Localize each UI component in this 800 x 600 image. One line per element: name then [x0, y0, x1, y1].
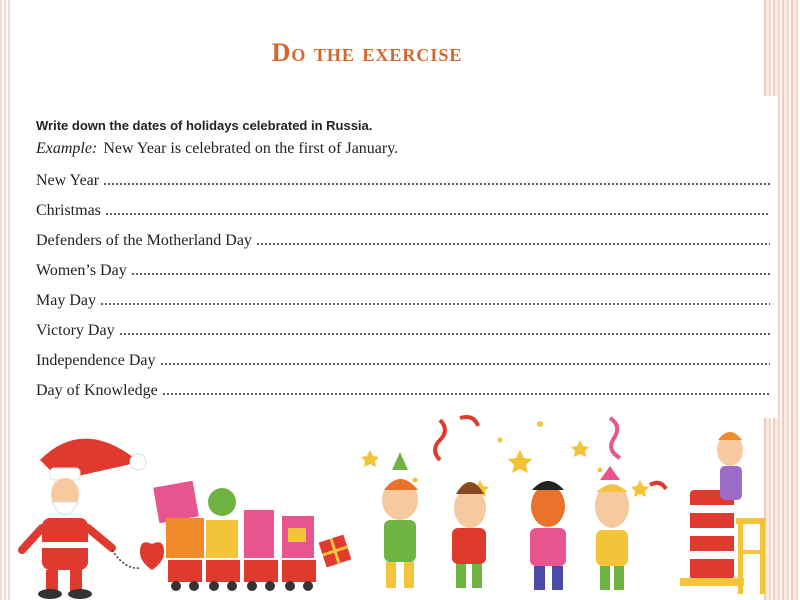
- holiday-label: May Day: [36, 292, 96, 309]
- answer-line[interactable]: [256, 242, 770, 246]
- answer-line[interactable]: [103, 182, 770, 186]
- holiday-row: [36, 378, 770, 400]
- answer-line[interactable]: [119, 332, 770, 336]
- slide-title: Do the exercise: [271, 38, 463, 67]
- holiday-row: [36, 318, 770, 340]
- holiday-label: Women’s Day: [36, 262, 127, 279]
- holiday-row: [36, 348, 770, 370]
- holiday-label: Christmas: [36, 202, 101, 219]
- example-text: New Year is celebrated on the first of January.: [103, 140, 399, 157]
- answer-line[interactable]: [100, 302, 770, 306]
- holiday-row: [36, 228, 770, 250]
- answer-line[interactable]: [105, 212, 770, 216]
- answer-line[interactable]: [162, 392, 770, 396]
- toy-train-illustration: [112, 481, 351, 591]
- party-people-illustration: [382, 452, 629, 590]
- santa-illustration: [22, 439, 146, 599]
- holiday-row: [36, 288, 770, 310]
- example-label: Example:: [36, 140, 98, 157]
- exercise-instruction: Write down the dates of holidays celebrated in Russia.: [36, 118, 373, 133]
- holiday-label: Defenders of the Motherland Day: [36, 232, 252, 249]
- holiday-label: New Year: [36, 172, 100, 189]
- exercise-sheet: [22, 96, 778, 418]
- answer-line[interactable]: [131, 272, 770, 276]
- holiday-label: Independence Day: [36, 352, 156, 369]
- holiday-row: [36, 168, 770, 190]
- holiday-row: [36, 258, 770, 280]
- holiday-label: Day of Knowledge: [36, 382, 158, 399]
- birthday-cake-illustration: [680, 432, 766, 594]
- holiday-illustration: [0, 410, 800, 600]
- holiday-row: [36, 198, 770, 220]
- answer-line[interactable]: [160, 362, 771, 366]
- exercise-example: [36, 140, 398, 158]
- holiday-label: Victory Day: [36, 322, 115, 339]
